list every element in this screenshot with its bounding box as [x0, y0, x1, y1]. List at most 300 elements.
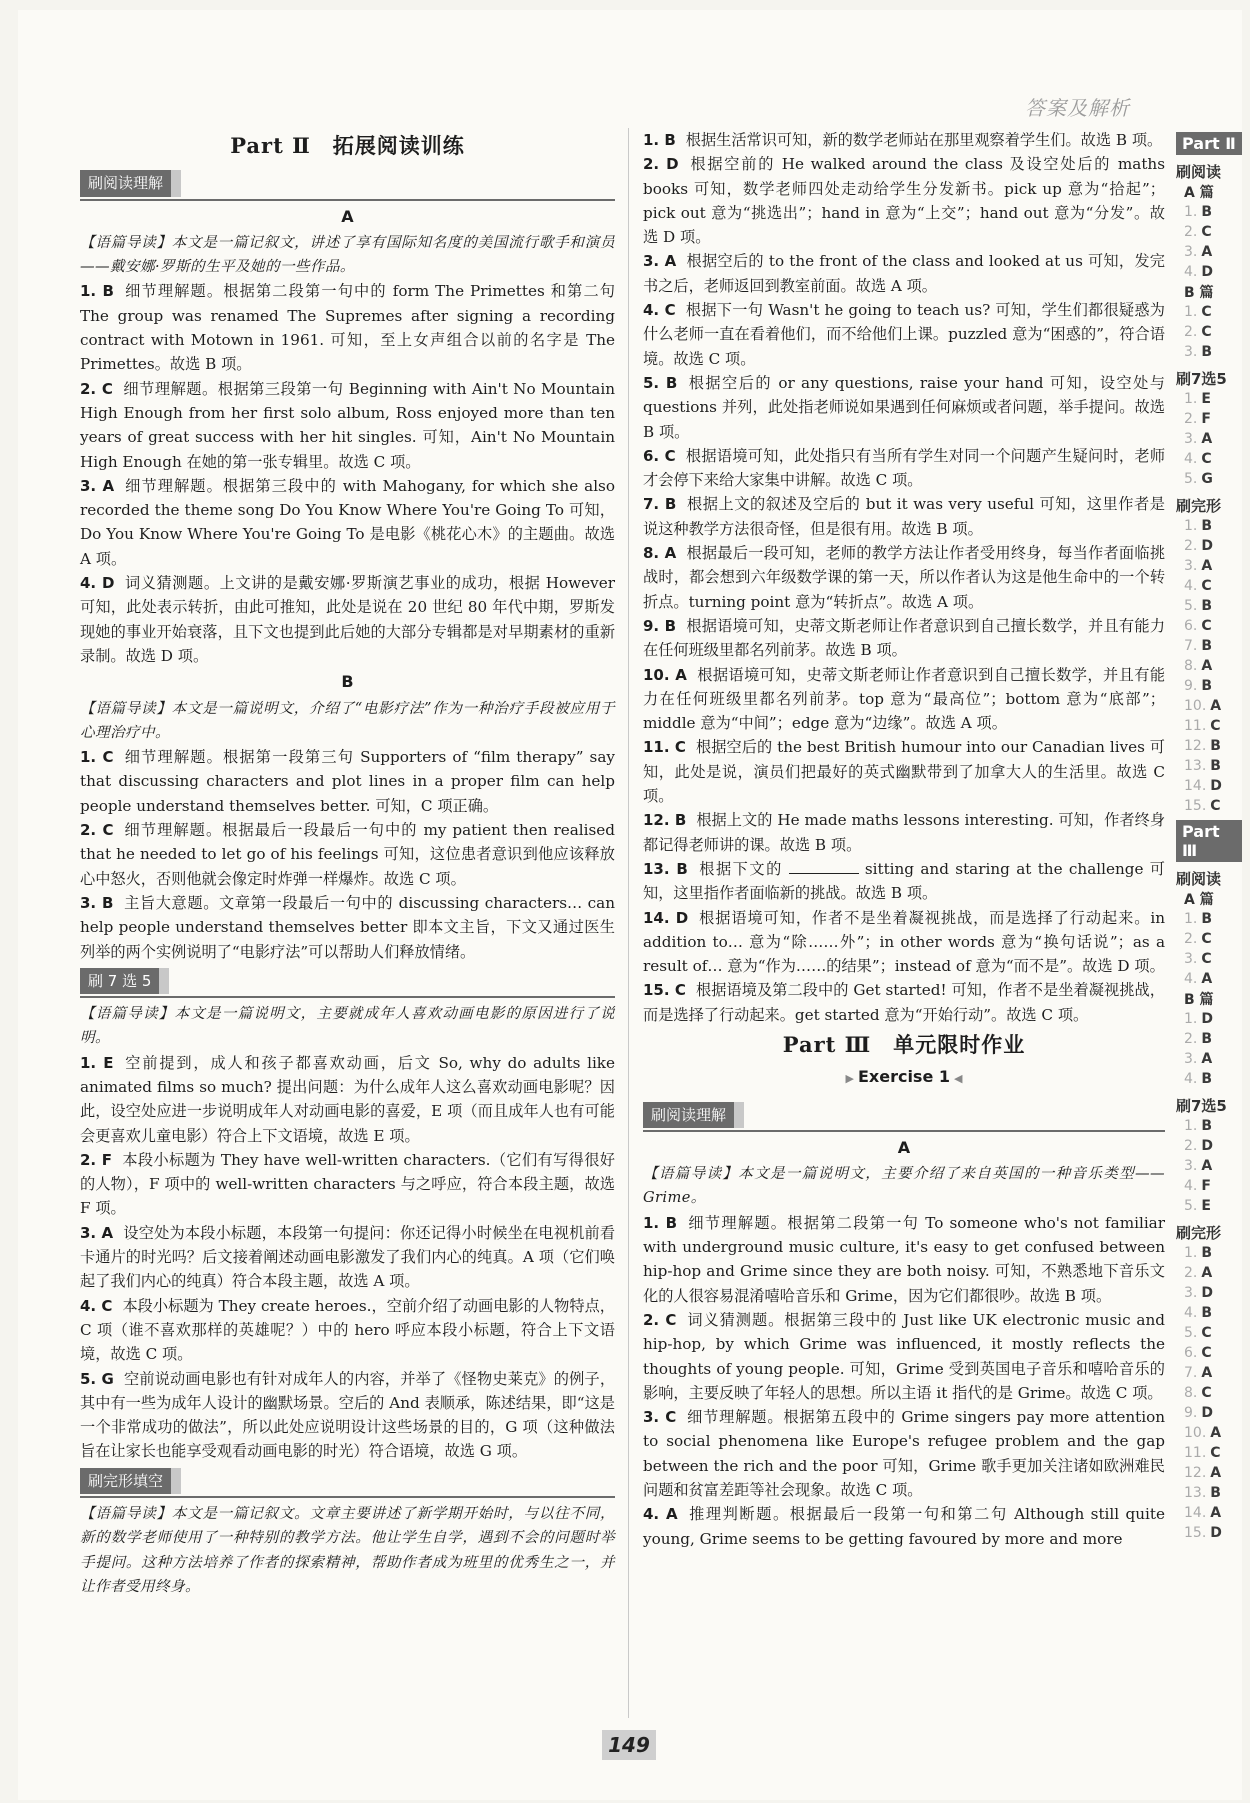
answer-number: 10. A [643, 665, 687, 684]
sidebar-answer [1184, 389, 1250, 409]
sidebar-answer-number: 4. [1184, 451, 1198, 467]
answer-explanation: 根据下一句 Wasn't he going to teach us? 可知，学生们都很疑惑为什么老师一直在看着他们，而不给他们上课。puzzled 意为“困惑的”，符合语境。故选 C 项。 [643, 301, 1165, 368]
sidebar-answer-number: 2. [1184, 224, 1198, 240]
answer-number: 5. G [80, 1369, 114, 1388]
answer-item [80, 474, 615, 571]
answer-explanation: 根据语境可知，史蒂文斯老师让作者意识到自己擅长数学，并且有能力在任何班级里都名列前茅。故选 B 项。 [643, 616, 1166, 660]
sidebar-answer-number: 1. [1184, 518, 1198, 534]
sidebar-answer-letter: C [1201, 324, 1212, 340]
sidebar-answer-letter: D [1201, 264, 1213, 280]
sidebar-answer [1184, 656, 1250, 676]
sidebar-answer-letter: C [1201, 1325, 1212, 1341]
sidebar-answer-letter: B [1201, 1118, 1213, 1134]
sidebar-answer-letter: C [1201, 451, 1212, 467]
sidebar-answer [1184, 1009, 1250, 1029]
sidebar-answer-letter: D [1210, 778, 1222, 794]
answer-item [643, 492, 1165, 541]
sidebar-answer-letter: C [1201, 618, 1212, 634]
sidebar-answer [1184, 796, 1250, 816]
passage-guide: 【语篇导读】本文是一篇记叙文。文章主要讲述了新学期开始时，与以往不同，新的数学老师使用了一种特别的教学方法。他让学生自学，遇到不会的问题时举手提问。这种方法培养了作者的探索精神，帮助作者成为班里的优秀生之一，并让作者受用终身。 [80, 1505, 615, 1595]
sidebar-answer-number: 8. [1184, 658, 1198, 674]
sidebar-answer-number: 1. [1184, 1245, 1198, 1261]
sidebar-answer [1184, 516, 1250, 536]
sidebar-answer [1184, 1196, 1250, 1216]
section-header [643, 1098, 1165, 1132]
answer-explanation: 本段小标题为 They create heroes.，空前介绍了动画电影的人物特点，C 项（谁不喜欢那样的英雄呢？）中的 hero 呼应本段小标题，符合上下文语境，故选 C 项。 [80, 1296, 615, 1364]
answer-number: 9. B [643, 616, 677, 635]
answer-item [80, 279, 615, 376]
answer-item [643, 541, 1165, 614]
answer-explanation: 根据语境可知，作者不是坐着凝视挑战，而是选择了行动起来。in addition to… 意为“除……外”；in other words 意为“换句话说”；as a result of… 意为“作为……的结果”；instead of 意为“而不是”。故选 D 项。 [643, 908, 1166, 976]
passage-guide: 【语篇导读】本文是一篇说明文，介绍了“电影疗法”作为一种治疗手段被应用于心理治疗中。 [80, 699, 615, 741]
sidebar-answer [1184, 1283, 1250, 1303]
answer-page [18, 10, 1242, 1800]
sidebar-answer [1184, 409, 1250, 429]
answer-number: 7. B [643, 495, 677, 514]
sidebar-group-head: 刷阅读 [1176, 163, 1222, 181]
sidebar-answer-number: 3. [1184, 1158, 1198, 1174]
answer-number: 12. B [643, 811, 687, 830]
sidebar-answer-number: 3. [1184, 1051, 1198, 1067]
sidebar-answer-number: 5. [1184, 1198, 1198, 1214]
sidebar-answer-letter: B [1210, 738, 1221, 754]
passage-guide: 【语篇导读】本文是一篇说明文，主要就成年人喜欢动画电影的原因进行了说明。 [80, 1005, 615, 1047]
answer-number: 2. C [643, 1310, 677, 1329]
answer-explanation: 根据上文的叙述及空后的 but it was very useful 可知，这里作者是说这种教学方法很奇怪，但是很有用。故选 B 项。 [643, 495, 1165, 538]
answer-number: 3. C [643, 1408, 677, 1427]
sidebar-answer-letter: D [1201, 538, 1213, 554]
answer-item [80, 891, 615, 964]
answer-item [643, 663, 1165, 736]
answer-explanation: 根据最后一段可知，老师的教学方法让作者受用终身，每当作者面临挑战时，都会想到六年级数学课的第一天，所以作者认为这是他生命中的一个转折点。turning point 意为“转折点”。故选 A 项。 [643, 544, 1166, 611]
sidebar-answer-number: 9. [1184, 1405, 1198, 1421]
sidebar-answer-number: 12. [1184, 738, 1207, 754]
sidebar-answer-letter: B [1201, 911, 1213, 927]
sidebar-part-label: Part Ⅲ [1176, 820, 1242, 862]
sidebar-answer [1184, 1116, 1250, 1136]
sidebar-answer-letter: D [1201, 1405, 1213, 1421]
answer-item [643, 371, 1165, 444]
sidebar-answer-letter: A [1201, 1051, 1213, 1067]
answer-number: 4. D [80, 574, 115, 593]
answer-number: 2. C [80, 379, 113, 398]
passage-guide: 【语篇导读】本文是一篇说明文，主要介绍了来自英国的一种音乐类型——Grime。 [643, 1165, 1165, 1207]
triangle-right-icon: ▶ [845, 1072, 854, 1086]
sidebar-answer [1184, 556, 1250, 576]
triangle-left-icon: ◀ [954, 1072, 963, 1086]
sidebar-answer-number: 3. [1184, 344, 1198, 360]
answer-explanation-cont: sitting and staring at the challenge 可知，这里指作者面临新的挑战。故选 B 项。 [643, 859, 1165, 903]
sidebar-answer [1184, 202, 1250, 222]
sidebar-answer-letter: A [1210, 1465, 1222, 1481]
sidebar-answer-number: 13. [1184, 758, 1207, 774]
sidebar-answer [1184, 1423, 1250, 1443]
answer-explanation: 根据上文的 He made maths lessons interesting. 可知，作者终身都记得老师讲的课。故选 B 项。 [643, 811, 1166, 854]
exercise-label: Exercise 1 [857, 1067, 951, 1087]
answer-explanation: 空前提到，成人和孩子都喜欢动画，后文 So, why do adults like animated films so much? 提出问题：为什么成年人这么喜欢动画电影呢？因此，设空处应进一步说明成年人对动画电影的喜爱，E 项（而且成年人也有可能会更喜欢儿童电影）符合上下文语境，故选 E 项。 [80, 1053, 615, 1145]
answer-item [643, 298, 1165, 371]
sidebar-answer-number: 3. [1184, 1285, 1198, 1301]
sidebar-answer [1184, 1363, 1250, 1383]
sidebar-answer [1184, 949, 1250, 969]
sidebar-answer [1184, 696, 1250, 716]
sidebar-answer-number: 4. [1184, 1071, 1198, 1087]
answer-item [80, 745, 615, 818]
sidebar-answer-letter: C [1210, 718, 1221, 734]
sidebar-answer-letter: C [1201, 1345, 1212, 1361]
sidebar-answer-number: 9. [1184, 678, 1198, 694]
sidebar-answer-letter: A [1201, 244, 1213, 260]
answer-item [80, 1148, 615, 1221]
sidebar-answer-letter: D [1201, 1138, 1213, 1154]
sidebar-answer [1184, 342, 1250, 362]
answer-number: 4. C [643, 301, 676, 320]
sidebar-answer [1184, 716, 1250, 736]
sidebar-answer-number: 7. [1184, 1365, 1198, 1381]
answer-number: 1. C [80, 748, 114, 767]
sidebar-sub-head: B 篇 [1184, 992, 1214, 1008]
answer-explanation: 根据空后的 the best British humour into our Canadian lives 可知，此处是说，演员们把最好的英式幽默带到了加拿大人的生活里。故选 C 项。 [643, 738, 1165, 806]
answer-sidebar [1176, 128, 1250, 1543]
sidebar-answer-letter: B [1201, 1305, 1213, 1321]
sidebar-answer-letter: F [1201, 1178, 1211, 1194]
sidebar-answer [1184, 1443, 1250, 1463]
answer-explanation: 细节理解题。根据第三段第一句 Beginning with Ain't No Mountain High Enough from her first solo album, Ross enjoyed more than ten years of great success with her hit singles. 可知，Ain't No Mountain High Enough 在她的第一张专辑里。故选 C 项。 [80, 379, 616, 471]
sidebar-answer-letter: B [1201, 1071, 1213, 1087]
answer-number: 4. C [80, 1296, 113, 1315]
sidebar-answer [1184, 1383, 1250, 1403]
answer-explanation: 根据空后的 or any questions, raise your hand 可知，设空处与 questions 并列，此处指老师说如果遇到任何麻烦或者问题，举手提问。故选 B 项。 [643, 373, 1165, 441]
sidebar-answer [1184, 429, 1250, 449]
sidebar-answer-number: 15. [1184, 798, 1207, 814]
answer-explanation: 词义猜测题。上文讲的是戴安娜·罗斯演艺事业的成功，根据 However 可知，此处表示转折，由此可推知，此处是说在 20 世纪 80 年代中期，罗斯发现她的事业开始衰落，且下文也提到此后她的大部分专辑都是对早期素材的重新录制。故选 D 项。 [80, 574, 615, 665]
sidebar-answer-letter: E [1201, 1198, 1211, 1214]
section-label: 刷 7 选 5 [80, 968, 169, 994]
sidebar-answer-number: 1. [1184, 911, 1198, 927]
sidebar-answer [1184, 1343, 1250, 1363]
sidebar-answer-number: 15. [1184, 1525, 1207, 1541]
answer-number: 3. A [80, 476, 115, 495]
sidebar-sub-head: A 篇 [1184, 892, 1214, 908]
answer-item [80, 377, 615, 474]
sidebar-answer-number: 4. [1184, 578, 1198, 594]
sidebar-answer-letter: B [1210, 1485, 1221, 1501]
sidebar-answer [1184, 736, 1250, 756]
sidebar-answer-number: 8. [1184, 1385, 1198, 1401]
sidebar-answer-letter: C [1210, 798, 1221, 814]
column-divider [628, 128, 629, 1718]
sidebar-answer-letter: A [1210, 1425, 1222, 1441]
answer-explanation: 设空处为本段小标题，本段第一句提问：你还记得小时候坐在电视机前看卡通片的时光吗？后文接着阐述动画电影激发了我们内心的纯真。A 项（它们唤起了我们内心的纯真）符合本段主题，故选 A 项。 [80, 1223, 616, 1291]
sidebar-answer [1184, 596, 1250, 616]
sidebar-answer-number: 2. [1184, 1031, 1198, 1047]
sidebar-answer-letter: A [1201, 558, 1213, 574]
answer-explanation: 根据生活常识可知，新的数学老师站在那里观察着学生们。故选 B 项。 [685, 131, 1163, 149]
sidebar-answer-letter: B [1201, 1031, 1213, 1047]
sidebar-answer-number: 3. [1184, 244, 1198, 260]
sidebar-answer-letter: C [1201, 1385, 1212, 1401]
sidebar-group-head: 刷7选5 [1176, 370, 1227, 388]
answer-item [643, 978, 1165, 1027]
sidebar-answer [1184, 242, 1250, 262]
answer-number: 8. A [643, 544, 677, 563]
exercise-title [643, 1065, 1165, 1091]
sidebar-answer-letter: A [1201, 1365, 1213, 1381]
answer-explanation: 根据空后的 to the front of the class and looked at us 可知，发完书之后，老师返回到教室前面。故选 A 项。 [643, 252, 1165, 295]
answer-number: 15. C [643, 981, 686, 1000]
sidebar-answer [1184, 322, 1250, 342]
sidebar-answer-number: 2. [1184, 931, 1198, 947]
sidebar-answer-letter: E [1201, 391, 1211, 407]
sidebar-answer-number: 5. [1184, 598, 1198, 614]
answer-item [643, 249, 1165, 298]
sidebar-answer [1184, 1483, 1250, 1503]
sidebar-answer-letter: B [1201, 204, 1213, 220]
section-header [80, 964, 615, 998]
sidebar-answer-letter: B [1201, 678, 1213, 694]
sidebar-answer [1184, 676, 1250, 696]
sidebar-answer-letter: B [1201, 518, 1213, 534]
sidebar-answer-letter: D [1201, 1285, 1213, 1301]
answer-explanation: 根据语境及第二段中的 Get started! 可知，作者不是坐着凝视挑战，而是选择了行动起来。get started 意为“开始行动”。故选 C 项。 [643, 981, 1165, 1024]
sidebar-answer-number: 14. [1184, 778, 1207, 794]
answer-number: 14. D [643, 908, 689, 927]
sidebar-answer [1184, 1243, 1250, 1263]
answer-explanation: 细节理解题。根据第一段第三句 Supporters of “film therapy” say that discussing characters and plot lines in a proper film can help people understand themselves better. 可知，C 项正确。 [80, 748, 615, 815]
answer-explanation: 空前说动画电影也有针对成年人的内容，并举了《怪物史莱克》的例子，其中有一些为成年人设计的幽默场景。空后的 And 表顺承，陈述结果，即“这是一个非常成功的做法”，所以此处应说明设计这些场景的目的，G 项（这种做法旨在让家长也能享受观看动画电影的时光）符合语境，故选 G 项。 [80, 1369, 616, 1461]
sidebar-answer-number: 6. [1184, 1345, 1198, 1361]
sidebar-answer-letter: C [1201, 578, 1212, 594]
sidebar-answer-number: 4. [1184, 971, 1198, 987]
answer-item [643, 128, 1165, 152]
section-label: 刷阅读理解 [80, 170, 181, 196]
sidebar-answer-number: 2. [1184, 324, 1198, 340]
sidebar-answer [1184, 776, 1250, 796]
left-column [80, 128, 615, 1599]
section-header [80, 1464, 615, 1498]
sidebar-answer-letter: B [1201, 598, 1213, 614]
answer-item [643, 906, 1165, 979]
answer-item [80, 1221, 615, 1294]
sidebar-answer [1184, 929, 1250, 949]
answer-explanation: 推理判断题。根据最后一段第一句和第二句 Although still quite young, Grime seems to be getting favoured by more and more [643, 1505, 1165, 1548]
answer-item [643, 857, 1165, 906]
sidebar-answer-number: 10. [1184, 698, 1207, 714]
answer-explanation: 细节理解题。根据最后一段最后一句中的 my patient then realised that he needed to let go of his feelings 可知，这位患者意识到他应该释放心中怒火，否则他就会像定时炸弹一样爆炸。故选 C 项。 [80, 821, 616, 888]
sidebar-answer [1184, 969, 1250, 989]
answer-number: 13. B [643, 859, 688, 878]
sidebar-answer-letter: D [1201, 1011, 1213, 1027]
sidebar-answer-number: 4. [1184, 264, 1198, 280]
sidebar-answer-number: 12. [1184, 1465, 1207, 1481]
sidebar-answer-number: 14. [1184, 1505, 1207, 1521]
section-label: 刷阅读理解 [643, 1102, 744, 1128]
sidebar-answer-letter: B [1201, 638, 1213, 654]
sidebar-answer-number: 1. [1184, 1011, 1198, 1027]
sidebar-answer-letter: C [1210, 1445, 1221, 1461]
answer-number: 2. F [80, 1150, 112, 1169]
answer-item [643, 614, 1165, 663]
part-title: Part Ⅲ 单元限时作业 [782, 1031, 1026, 1057]
sidebar-answer-letter: C [1201, 304, 1212, 320]
answer-number: 3. A [643, 252, 677, 271]
sidebar-answer-letter: B [1210, 758, 1221, 774]
sidebar-answer-number: 6. [1184, 618, 1198, 634]
sidebar-answer-number: 1. [1184, 204, 1198, 220]
answer-number: 3. B [80, 893, 114, 912]
sidebar-answer [1184, 636, 1250, 656]
sidebar-sub-head: A 篇 [1184, 185, 1214, 201]
answer-number: 1. E [80, 1053, 114, 1072]
sidebar-answer-letter: C [1201, 951, 1212, 967]
sidebar-answer-number: 4. [1184, 1305, 1198, 1321]
sidebar-group-head: 刷7选5 [1176, 1097, 1227, 1115]
sidebar-answer [1184, 1303, 1250, 1323]
sidebar-answer-number: 10. [1184, 1425, 1207, 1441]
sidebar-answer-number: 7. [1184, 638, 1198, 654]
answer-number: 6. C [643, 446, 676, 465]
sidebar-answer-letter: A [1210, 698, 1222, 714]
answer-explanation: 本段小标题为 They have well-written characters.（它们有写得很好的人物），F 项中的 well-written characters 与之呼应，符合本段主题，故选 F 项。 [80, 1150, 615, 1218]
passage-guide: 【语篇导读】本文是一篇记叙文，讲述了享有国际知名度的美国流行歌手和演员——戴安娜·罗斯的生平及她的一些作品。 [80, 233, 615, 276]
answer-item [643, 808, 1165, 857]
sidebar-answer-number: 2. [1184, 411, 1198, 427]
answer-number: 2. C [80, 821, 114, 840]
answer-number: 1. B [643, 131, 676, 149]
answer-item [643, 1405, 1165, 1502]
sidebar-answer-number: 5. [1184, 471, 1198, 487]
sidebar-answer-letter: B [1201, 344, 1213, 360]
sidebar-answer-letter: A [1210, 1505, 1222, 1521]
answer-explanation: 根据语境可知，此处指只有当所有学生对同一个问题产生疑问时，老师才会停下来给大家集中讲解。故选 C 项。 [643, 446, 1166, 490]
part-title: Part Ⅱ 拓展阅读训练 [230, 133, 465, 158]
sidebar-answer-letter: F [1201, 411, 1211, 427]
answer-number: 2. D [643, 155, 679, 174]
answer-item [80, 571, 615, 668]
sidebar-sub-head: B 篇 [1184, 285, 1214, 301]
answer-explanation: 根据语境可知，史蒂文斯老师让作者意识到自己擅长数学，并且有能力在任何班级里都名列前茅。top 意为“最高位”；bottom 意为“底部”；middle 意为“中间”；edge 意为“边缘”。故选 A 项。 [643, 665, 1166, 733]
sidebar-answer [1184, 262, 1250, 282]
answer-explanation: 细节理解题。根据第二段第一句 To someone who's not familiar with underground music culture, it's easy to get confused between hip-hop and Grime since they are both noisy. 可知，不熟悉地下音乐文化的人很容易混淆嘻哈音乐和 Grime，因为它们都很吵。故选 B 项。 [643, 1213, 1165, 1305]
answer-item [80, 1294, 615, 1367]
sidebar-group-head: 刷完形 [1176, 1224, 1222, 1242]
sidebar-answer [1184, 302, 1250, 322]
sidebar-answer-number: 11. [1184, 1445, 1207, 1461]
passage-letter: A [341, 206, 354, 226]
sidebar-answer [1184, 1503, 1250, 1523]
answer-explanation: 细节理解题。根据第三段中的 with Mahogany, for which she also recorded the theme song Do You Know Where You're Going To 可知，Do You Know Where You're Going To 是电影《桃花心木》的主题曲。故选 A 项。 [80, 476, 615, 568]
answer-item [643, 1211, 1165, 1308]
sidebar-answer [1184, 1136, 1250, 1156]
answer-explanation: 根据空前的 He walked around the class 及设空处后的 maths books 可知，数学老师四处走动给学生分发新书。pick up 意为“拾起”；pick out 意为“挑选出”；hand in 意为“上交”；hand out 意为“分发”。故选 D 项。 [643, 155, 1166, 247]
sidebar-answer-letter: A [1201, 1158, 1213, 1174]
sidebar-answer [1184, 909, 1250, 929]
sidebar-group-head: 刷完形 [1176, 497, 1222, 515]
sidebar-answer [1184, 469, 1250, 489]
sidebar-answer-number: 4. [1184, 1178, 1198, 1194]
passage-letter: B [341, 672, 354, 692]
sidebar-answer [1184, 1049, 1250, 1069]
sidebar-answer-number: 2. [1184, 1265, 1198, 1281]
sidebar-answer [1184, 1029, 1250, 1049]
sidebar-answer [1184, 756, 1250, 776]
blank-line [789, 873, 859, 874]
sidebar-answer-letter: B [1201, 1245, 1213, 1261]
sidebar-answer [1184, 1523, 1250, 1543]
sidebar-answer-letter: C [1201, 931, 1212, 947]
sidebar-answer-letter: A [1201, 1265, 1213, 1281]
sidebar-group-head: 刷阅读 [1176, 870, 1222, 888]
sidebar-answer-number: 1. [1184, 1118, 1198, 1134]
answer-number: 1. B [643, 1213, 678, 1232]
sidebar-answer-number: 11. [1184, 718, 1207, 734]
answer-item [643, 152, 1165, 249]
answer-explanation: 词义猜测题。根据第三段中的 Just like UK electronic music and hip-hop, by which Grime was influenced, it mostly reflects the thoughts of young people. 可知，Grime 受到英国电子音乐和嘻哈音乐的影响，主要反映了年轻人的思想。所以主语 it 指代的是 Grime。故选 C 项。 [643, 1310, 1165, 1402]
sidebar-answer-number: 1. [1184, 391, 1198, 407]
answer-item [80, 1367, 615, 1464]
section-label: 刷完形填空 [80, 1468, 181, 1494]
answer-explanation: 根据下文的 [697, 859, 783, 878]
sidebar-answer-number: 13. [1184, 1485, 1207, 1501]
sidebar-answer-number: 2. [1184, 1138, 1198, 1154]
sidebar-answer-letter: D [1210, 1525, 1222, 1541]
answer-number: 4. A [643, 1505, 678, 1524]
sidebar-answer [1184, 449, 1250, 469]
passage-letter: A [897, 1137, 911, 1157]
sidebar-answer [1184, 1156, 1250, 1176]
sidebar-answer [1184, 1403, 1250, 1423]
answer-item [643, 444, 1165, 493]
header-tag: 答案及解析 [1025, 96, 1130, 120]
sidebar-answer [1184, 616, 1250, 636]
sidebar-part-label: Part Ⅱ [1176, 132, 1242, 155]
answer-explanation: 细节理解题。根据第二段第一句中的 form The Primettes 和第二句 The group was renamed The Supremes after signing a recording contract with Motown in 1961. 可知，至上女声组合以前的名字是 The Primettes。故选 B 项。 [80, 282, 615, 374]
sidebar-answer-number: 3. [1184, 431, 1198, 447]
answer-item [80, 818, 615, 891]
sidebar-answer-number: 3. [1184, 558, 1198, 574]
answer-explanation: 细节理解题。根据第五段中的 Grime singers pay more attention to social phenomena like Europe's refugee problem and the gap between the rich and the poor 可知，Grime 歌手更加关注诸如欧洲难民问题和贫富差距等社会现象。故选 C 项。 [643, 1408, 1165, 1500]
answer-number: 1. B [80, 282, 114, 301]
sidebar-answer-letter: C [1201, 224, 1212, 240]
sidebar-answer-number: 3. [1184, 951, 1198, 967]
answer-item [643, 735, 1165, 808]
middle-column [643, 128, 1165, 1551]
sidebar-answer-letter: A [1201, 431, 1213, 447]
answer-explanation: 主旨大意题。文章第一段最后一句中的 discussing characters… can help people understand themselves better 即本文主旨，下文又通过医生列举的两个实例说明了“电影疗法”可以帮助人们释放情绪。 [80, 893, 615, 961]
sidebar-answer-number: 1. [1184, 304, 1198, 320]
section-header [80, 166, 615, 200]
page-number: 149 [602, 1730, 656, 1760]
sidebar-answer [1184, 1176, 1250, 1196]
sidebar-answer-number: 5. [1184, 1325, 1198, 1341]
answer-number: 3. A [80, 1223, 114, 1242]
sidebar-answer-letter: G [1201, 471, 1213, 487]
sidebar-answer [1184, 222, 1250, 242]
sidebar-answer [1184, 576, 1250, 596]
sidebar-answer [1184, 1069, 1250, 1089]
sidebar-answer-number: 2. [1184, 538, 1198, 554]
sidebar-answer [1184, 1463, 1250, 1483]
sidebar-answer [1184, 1323, 1250, 1343]
sidebar-answer [1184, 536, 1250, 556]
answer-item [80, 1051, 615, 1148]
answer-item [643, 1308, 1165, 1405]
answer-number: 5. B [643, 373, 678, 392]
answer-item [643, 1502, 1165, 1551]
sidebar-answer [1184, 1263, 1250, 1283]
sidebar-answer-letter: A [1201, 658, 1213, 674]
sidebar-answer-letter: A [1201, 971, 1213, 987]
